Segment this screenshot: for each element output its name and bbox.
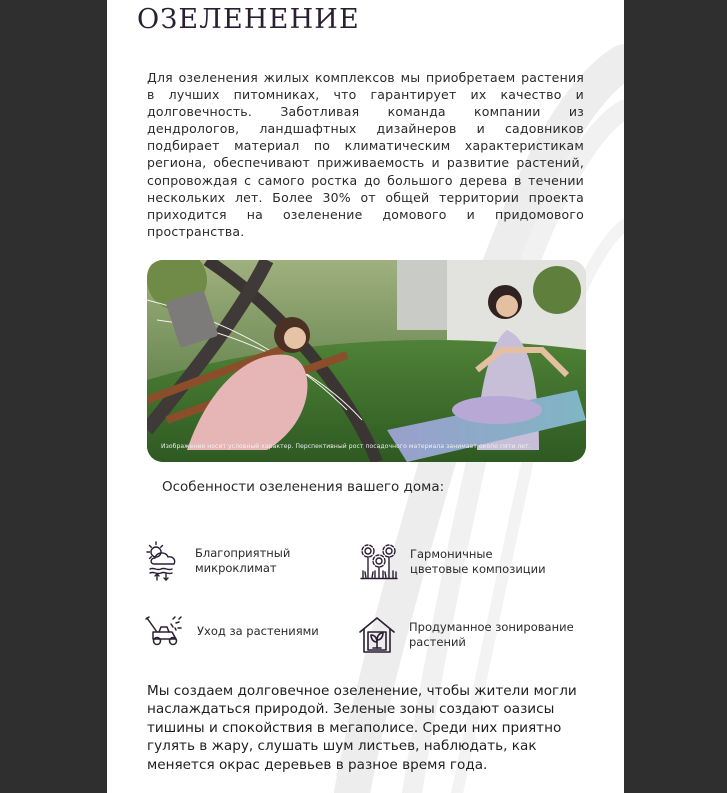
document-page <box>107 0 624 793</box>
feature-label: Благоприятный микроклимат <box>195 546 291 575</box>
greenhouse-plant-icon <box>357 615 397 655</box>
garden-photo <box>147 260 586 462</box>
feature-flowers <box>360 544 546 580</box>
sun-cloud-icon <box>145 541 181 581</box>
feature-microclimate <box>145 541 290 581</box>
feature-plant-care <box>145 615 319 647</box>
photo-caption: Изображение носит условный характер. Перспективный рост посадочного материала занимает около пяти лет. <box>161 443 531 450</box>
feature-zoning <box>357 615 574 655</box>
closing-paragraph: Мы создаем долговечное озеленение, чтобы жители могли наслаждаться природой. Зеленые зоны создают оазисы тишины и спокойствия в мегаполисе. Среди них приятно гулять в жару, слушать шум листьев, наблюдать, как меняется окрас деревьев в разное время года. <box>147 683 577 773</box>
feature-label: Продуманное зонирование растений <box>409 620 574 649</box>
page-title: ОЗЕЛЕНЕНИЕ <box>137 4 360 35</box>
flowers-icon <box>360 544 398 580</box>
intro-paragraph: Для озеленения жилых комплексов мы приобретаем растения в лучших питомниках, что гарантирует их качество и долговечность. Заботливая команда компании из дендрологов, ландшафтных дизайнеров и садовников подбирает материал по климатическим характеристикам региона, обеспечивают приживаемость и развитие растений, сопровождая с самого ростка до большого дерева в течении нескольких лет. Более 30% от общей территории проекта приходится на озеленение домового и придомового пространства. <box>147 70 584 239</box>
features-heading: Особенности озеленения вашего дома: <box>162 479 445 495</box>
feature-label: Гармоничные цветовые композиции <box>410 547 546 576</box>
lawn-mower-icon <box>145 615 183 647</box>
photo-illustration <box>147 260 586 462</box>
feature-label: Уход за растениями <box>197 623 319 638</box>
